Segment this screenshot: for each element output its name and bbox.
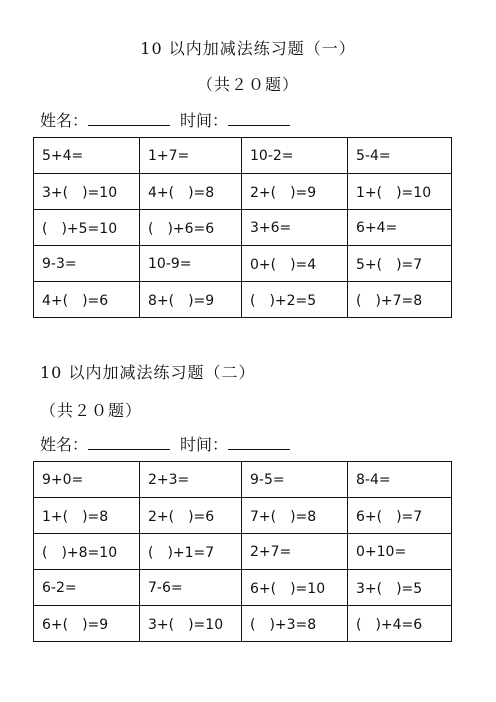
time-label: 时间：	[180, 435, 229, 454]
table-row	[34, 606, 452, 642]
exercise-cell: 2+( )=6	[140, 498, 242, 534]
name-time-line-1	[40, 108, 290, 131]
exercise-cell: 5+( )=7	[348, 246, 452, 282]
exercise-cell: 0+10=	[348, 534, 452, 570]
exercise-cell: 4+( )=8	[140, 174, 242, 210]
exercise-cell: 10-9=	[140, 246, 242, 282]
exercise-cell: 3+( )=10	[34, 174, 140, 210]
exercise-cell: 2+7=	[242, 534, 348, 570]
exercise-cell: 8+( )=9	[140, 282, 242, 318]
exercise-cell: 1+7=	[140, 138, 242, 174]
table-row	[34, 138, 452, 174]
table-row	[34, 534, 452, 570]
exercise-cell: 9-3=	[34, 246, 140, 282]
exercise-cell: 1+( )=10	[348, 174, 452, 210]
exercise-cell: 5+4=	[34, 138, 140, 174]
worksheet-title-2: 10 以内加减法练习题（二）	[40, 363, 256, 382]
exercise-table-1	[33, 137, 452, 318]
worksheet-title-1: 10 以内加减法练习题（一）	[140, 39, 356, 58]
time-label: 时间：	[180, 111, 229, 130]
time-blank	[228, 111, 290, 126]
exercise-cell: 7+( )=8	[242, 498, 348, 534]
exercise-cell: 0+( )=4	[242, 246, 348, 282]
name-label: 姓名：	[40, 435, 89, 454]
table-row	[34, 570, 452, 606]
exercise-cell: 9+0=	[34, 462, 140, 498]
table-row	[34, 174, 452, 210]
name-time-line-2	[40, 432, 290, 455]
name-blank	[88, 111, 170, 126]
exercise-cell: 3+( )=5	[348, 570, 452, 606]
time-blank	[228, 435, 290, 450]
exercise-cell: ( )+7=8	[348, 282, 452, 318]
exercise-cell: ( )+1=7	[140, 534, 242, 570]
exercise-cell: 6+( )=9	[34, 606, 140, 642]
table-row	[34, 498, 452, 534]
name-blank	[88, 435, 170, 450]
exercise-cell: 2+( )=9	[242, 174, 348, 210]
exercise-cell: ( )+4=6	[348, 606, 452, 642]
exercise-cell: 1+( )=8	[34, 498, 140, 534]
exercise-table-2	[33, 461, 452, 642]
exercise-cell: 9-5=	[242, 462, 348, 498]
table-row	[34, 246, 452, 282]
exercise-cell: ( )+5=10	[34, 210, 140, 246]
worksheet-subtitle-1: （共２０题）	[196, 75, 299, 94]
exercise-cell: 2+3=	[140, 462, 242, 498]
exercise-cell: 3+( )=10	[140, 606, 242, 642]
exercise-cell: 6+4=	[348, 210, 452, 246]
exercise-cell: ( )+8=10	[34, 534, 140, 570]
exercise-cell: 8-4=	[348, 462, 452, 498]
exercise-cell: ( )+2=5	[242, 282, 348, 318]
exercise-cell: 6-2=	[34, 570, 140, 606]
exercise-cell: ( )+6=6	[140, 210, 242, 246]
exercise-cell: 7-6=	[140, 570, 242, 606]
exercise-cell: 6+( )=7	[348, 498, 452, 534]
exercise-cell: 10-2=	[242, 138, 348, 174]
exercise-cell: 3+6=	[242, 210, 348, 246]
table-row	[34, 282, 452, 318]
table-row	[34, 210, 452, 246]
exercise-cell: 4+( )=6	[34, 282, 140, 318]
table-row	[34, 462, 452, 498]
exercise-cell: 5-4=	[348, 138, 452, 174]
exercise-cell: ( )+3=8	[242, 606, 348, 642]
name-label: 姓名：	[40, 111, 89, 130]
exercise-cell: 6+( )=10	[242, 570, 348, 606]
worksheet-subtitle-2: （共２０题）	[40, 401, 143, 420]
